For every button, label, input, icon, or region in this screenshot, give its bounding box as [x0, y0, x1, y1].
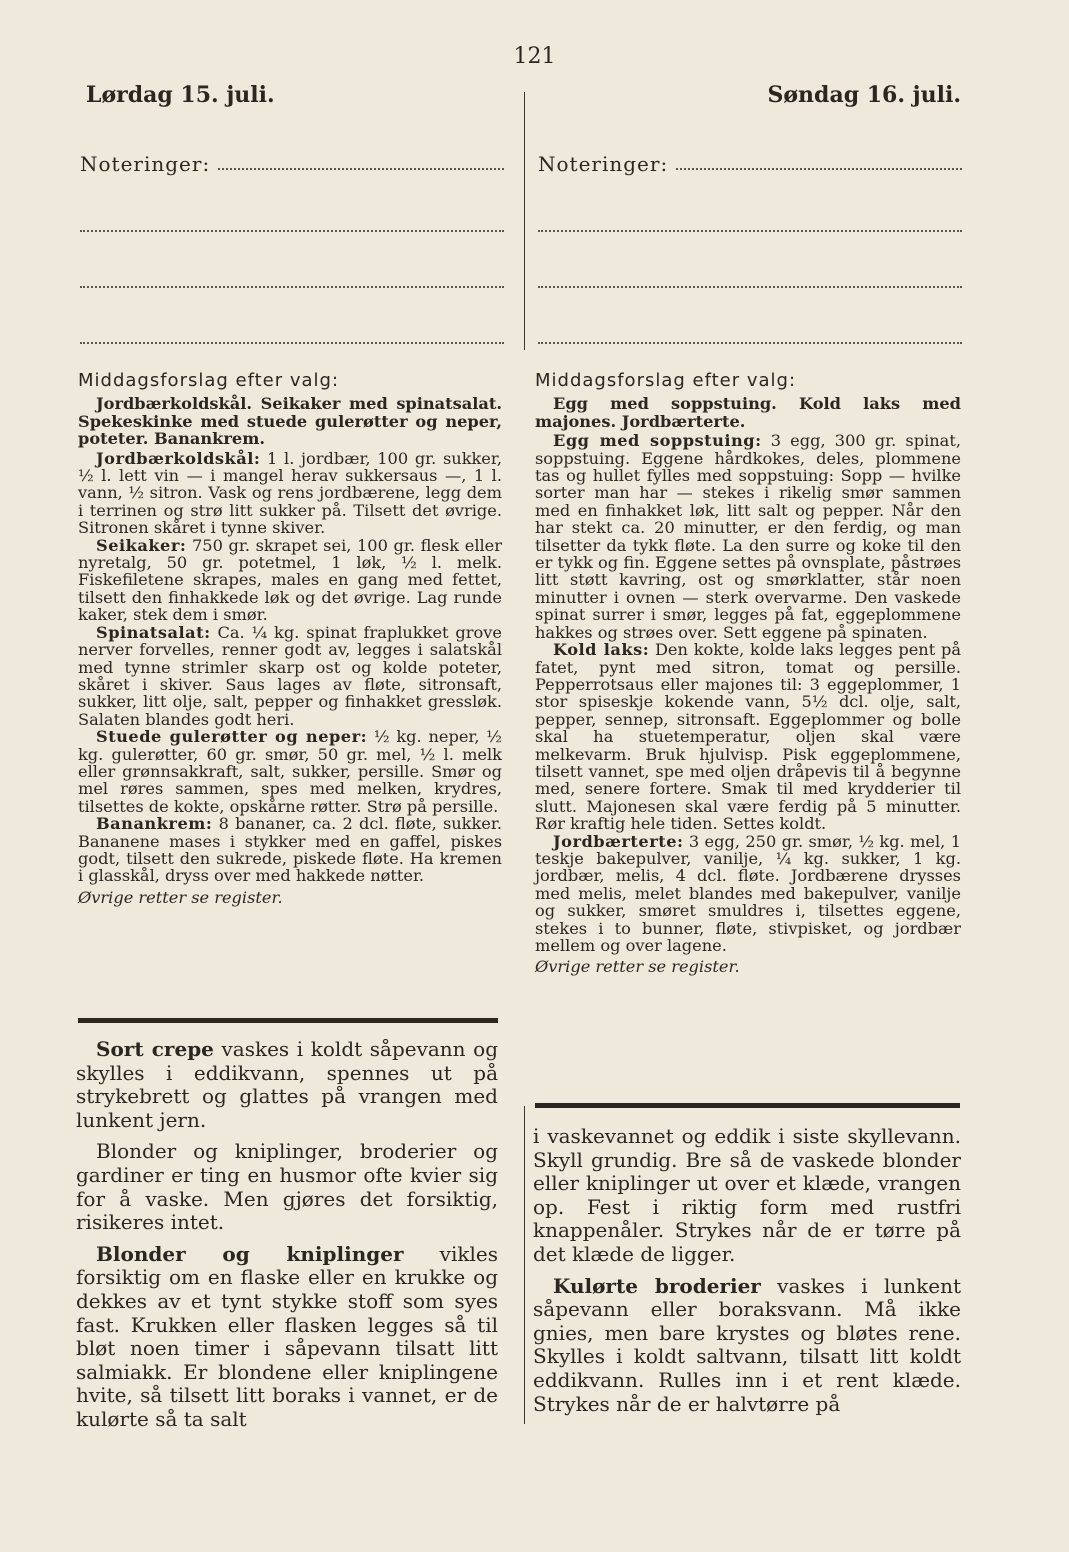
notes-label: Noteringer: — [538, 152, 669, 176]
household-tips-left — [76, 1038, 498, 1440]
tip-text: vikles forsiktig om en flaske eller en krukke og dekkes av et tynt stykke stoff som syes fast. Krukken eller flasken legges så til bløt noen timer i såpevann tilsatt litt salmiakk. Er blondene eller kniplingene hvite, så tilsett litt boraks i vannet, er de kulørte så ta salt — [76, 1241, 498, 1431]
recipe-paragraph — [78, 624, 502, 728]
notes-section-right — [538, 150, 962, 344]
menu-summary: Jordbærkoldskål. Seikaker med spinatsalat. Spekeskinke med stuede gulerøtter og neper, poteter. Banankrem. — [78, 394, 502, 449]
dotted-line — [80, 232, 504, 288]
dotted-line — [80, 176, 504, 232]
tip-text: i vaskevannet og eddik i siste skyllevann. Skyll grundig. Bre så de vaskede blonder eller kniplinger ut over et klæde, vrangen op. Fest i riktig form med rustfri knappenåler. Strykes når de er tørre på det klæde de ligger. — [533, 1124, 961, 1266]
tip-title: Kulørte broderier — [553, 1273, 761, 1298]
recipe-paragraph — [78, 450, 502, 537]
recipe-text: Den kokte, kolde laks legges pent på fatet, pynt med sitron, tomat og persille. Pepperrotsaus eller majones til: 3 eggeplommer, 1 stor spiseskje kokende vann, 5½ dcl. olje, salt, pepper, sennep, sitronsaft. Eggeplommer og bolle skal ha stuetemperatur, oljen skal være melkevarm. Bruk hjulvisp. Pisk eggeplommene, tilsett vannet, spe med oljen dråpevis til å begynne med, senere fortere. Smak til med krydderier til slutt. Majonesen skal være ferdig på 5 minutter. Rør kraftig hele tiden. Settes koldt. — [535, 640, 961, 834]
dotted-line — [80, 288, 504, 344]
dotted-line — [538, 176, 962, 232]
recipe-paragraph — [535, 641, 961, 832]
tip-text: vaskes i lunkent såpevann eller boraksvann. Må ikke gnies, men bare krystes og bløtes rene. Skylles i koldt saltvann, tilsatt litt koldt eddikvann. Rulles inn i et rent klæde. Strykes når de er halvtørre på — [533, 1273, 961, 1416]
recipe-text: 1 l. jordbær, 100 gr. sukker, ½ l. lett vin — i mangel herav sukkersaus —, 1 l. vann, ½ sitron. Vask og rens jordbærene, legg dem i terrinen og strø litt sukker på. Tilsett det øvrige. Sitronen skåret i tynne skiver. — [78, 448, 502, 538]
recipe-paragraph — [78, 537, 502, 624]
dotted-line — [218, 168, 504, 170]
recipe-text: ½ kg. neper, ½ kg. gulerøtter, 60 gr. smør, 50 gr. mel, ½ l. melk eller grønnsakkraft, salt, sukker, persille. Smør og mel røres sammen, spes med melken, krydres, tilsettes de kokte, opskårne røtter. Strø på persille. — [78, 727, 502, 816]
register-note: Øvrige retter se register. — [535, 957, 740, 977]
dotted-line — [538, 288, 962, 344]
tip-paragraph — [76, 1038, 498, 1132]
recipe-name: Seikaker: — [96, 535, 187, 555]
section-divider — [78, 1018, 498, 1023]
recipe-section-left — [78, 372, 502, 906]
notes-section-left — [80, 150, 504, 344]
recipe-text: 8 bananer, ca. 2 dcl. fløte, sukker. Bananene mases i stykker med en gaffel, piskes godt, tilsett den sukrede, piskede fløte. Ha kremen i glasskål, dryss over med hakkede nøtter. — [78, 814, 502, 886]
menu-summary: Egg med soppstuing. Kold laks med majones. Jordbærterte. — [535, 394, 961, 431]
column-divider — [524, 1106, 525, 1424]
dotted-line — [676, 168, 962, 170]
recipe-name: Stuede gulerøtter og neper: — [96, 727, 368, 747]
tip-paragraph — [76, 1243, 498, 1432]
section-divider — [535, 1103, 960, 1108]
page-number: 121 — [513, 44, 556, 69]
recipe-text: Ca. ¼ kg. spinat fraplukket grove nerver forvelles, renner godt av, legges i salatskål med tynne strimler skarp ost og kolde poteter, skåret i skiver. Saus lages av fløte, sitronsaft, sukker, litt olje, salt, pepper og finhakket gressløk. Salaten blandes godt heri. — [78, 622, 502, 729]
household-tips-right — [533, 1125, 961, 1424]
recipe-paragraph — [78, 728, 502, 815]
tip-title: Blonder og kniplinger — [96, 1241, 404, 1266]
day-heading-saturday: Lørdag 15. juli. — [86, 82, 275, 108]
recipe-name: Spinatsalat: — [96, 622, 211, 642]
recipe-heading: Middagsforslag efter valg: — [535, 370, 797, 391]
tip-text: vaskes i koldt såpevann og skylles i eddikvann, spennes ut på strykebrett og glattes på vrangen med lunkent jern. — [76, 1037, 498, 1132]
tip-title: Sort crepe — [96, 1037, 214, 1061]
recipe-name: Kold laks: — [553, 640, 650, 660]
recipe-name: Banankrem: — [96, 814, 213, 834]
recipe-paragraph — [535, 833, 961, 955]
column-divider — [524, 92, 525, 350]
recipe-text: 3 egg, 250 gr. smør, ½ kg. mel, 1 teskje bakepulver, vanilje, ¼ kg. sukker, 1 kg. jordbær, melis, 4 dcl. fløte. Jordbærene drysses med melis, melet blandes med bakepulver, vanilje og sukker, smøret smuldres i, tilsettes eggene, stekes i to bunner, fløte, stivpisket, og jordbær mellem og over lagene. — [535, 831, 961, 955]
register-note: Øvrige retter se register. — [78, 887, 283, 907]
day-heading-sunday: Søndag 16. juli. — [767, 82, 961, 108]
recipe-text: 3 egg, 300 gr. spinat, soppstuing. Eggene hårdkokes, deles, plommene tas og hullet fylles med soppstuing: Sopp — hvilke sorter man har — stekes i rikelig smør sammen med en finhakket løk, litt salt og pepper. Når den har stekt ca. 20 minutter, er den ferdig, og man tilsetter da tykk fløte. La den surre og koke til den er tykk og fin. Eggene settes på ovnsplate, påstrøes litt støtt kavring, ost og smørklatter, står noen minutter i ovnen — sterk overvarme. Den vaskede spinat surrer i smør, legges på fat, eggeplommene hakkes og strøes over. Sett eggene på spinaten. — [535, 431, 961, 642]
recipe-name: Jordbærterte: — [553, 831, 684, 851]
tip-paragraph — [76, 1140, 498, 1234]
recipe-paragraph — [535, 432, 961, 641]
recipe-paragraph — [78, 815, 502, 885]
dotted-line — [538, 232, 962, 288]
recipe-heading: Middagsforslag efter valg: — [78, 370, 340, 391]
recipe-section-right — [535, 372, 961, 976]
recipe-name: Jordbærkoldskål: — [96, 448, 261, 468]
tip-text: Blonder og kniplinger, broderier og gardiner er ting en husmor ofte kvier sig for å vaske. Men gjøres det forsiktig, risikeres intet. — [76, 1139, 498, 1235]
notes-label: Noteringer: — [80, 152, 211, 176]
recipe-text: 750 gr. skrapet sei, 100 gr. flesk eller nyretalg, 50 gr. potetmel, 1 løk, ½ l. melk. Fiskefiletene skrapes, males en gang med fettet, tilsett den finhakkede løk og det øvrige. Lag runde kaker, stek dem i smør. — [78, 535, 502, 625]
recipe-name: Egg med soppstuing: — [553, 431, 762, 451]
tip-paragraph — [533, 1125, 961, 1267]
tip-paragraph — [533, 1275, 961, 1417]
